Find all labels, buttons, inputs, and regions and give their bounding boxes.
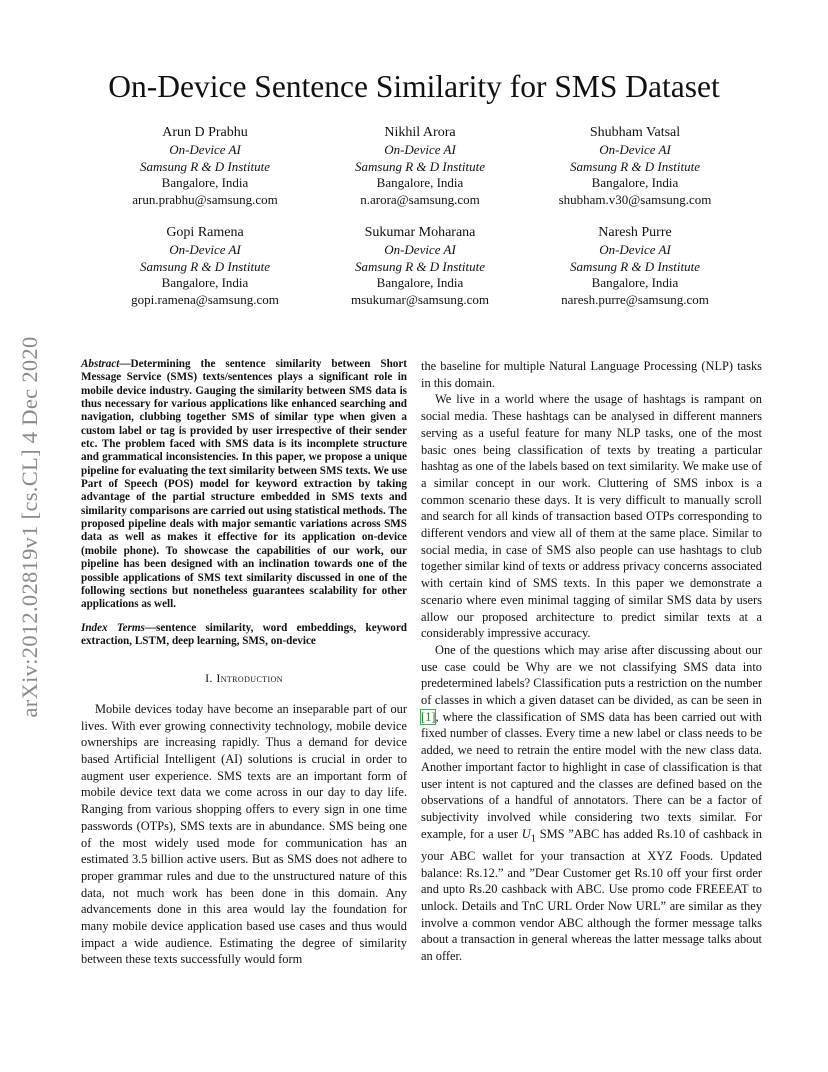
author-location: Bangalore, India [591,275,679,291]
author-name: Sukumar Moharana [364,224,476,240]
author-org: Samsung R & D Institute [355,158,485,174]
section-number: I. [205,671,217,686]
author-location: Bangalore, India [376,175,464,191]
author-block [100,125,740,325]
author-email: n.arora@samsung.com [360,192,480,208]
author-name: Shubham Vatsal [589,125,681,140]
abstract [81,358,407,612]
author-name: Nikhil Arora [384,125,456,140]
index-terms [81,622,407,649]
author-4 [100,225,310,309]
author-email: arun.prabhu@samsung.com [132,192,278,208]
author-6 [530,225,740,309]
arxiv-stamp-text: arXiv:2012.02819v1 [cs.CL] 4 Dec 2020 [17,336,42,718]
author-email: gopi.ramena@samsung.com [131,292,279,308]
arxiv-stamp [0,292,60,762]
author-name: Arun D Prabhu [162,125,248,140]
citation-link[interactable]: [1] [421,709,436,724]
author-name: Gopi Ramena [166,224,244,240]
section-heading-introduction [81,670,407,687]
paragraph-text: One of the questions which may arise after discussing about our use case could be Why are we not classifying SMS data into predetermined labels? Classification puts a restriction on the number of classes in which a given dataset can be divided, as can be seen in [421,642,762,708]
author-location: Bangalore, India [161,275,249,291]
author-name: Naresh Purre [598,224,672,240]
author-5 [315,225,525,309]
author-row-2 [100,225,740,309]
index-terms-text: —sentence similarity, word embeddings, keyword extraction, LSTM, deep learning, SMS, on-device [81,621,407,647]
math-subscript: 1 [530,833,536,845]
left-column [81,358,407,968]
abstract-lead: Abstract [81,358,120,370]
section-title: Introduction [216,671,283,686]
intro-paragraph-continued: the baseline for multiple Natural Language Processing (NLP) tasks in this domain. [421,359,762,390]
paper-title: On-Device Sentence Similarity for SMS Dataset [108,69,720,104]
author-dept: On-Device AI [599,141,671,157]
abstract-text: —Determining the sentence similarity between Short Message Service (SMS) texts/sentences plays a significant role in mobile device industry. Gauging the similarity between SMS data is thus necessary for various applications like enhanced searching and navigation, clubbing together SMS of similar type when given a custom label or tag is provided by user irrespective of their sender etc. The problem faced with SMS data is its incomplete structure and grammatical inconsistencies. In this paper, we propose a unique pipeline for evaluating the text similarity between SMS texts. We use Part of Speech (POS) model for keyword extraction by taking advantage of the partial structure embedded in SMS texts and similarity comparisons are carried out using statistical methods. The proposed pipeline deals with major semantic variations across SMS data as well as makes it effective for its application on-device (mobile phone). To showcase the capabilities of our work, our pipeline has been designed with an inclination towards one of the possible applications of SMS text similarity discussed in one of the following sections but nonetheless guarantees scalability for other applications as well. [81,358,407,611]
author-email: shubham.v30@samsung.com [558,192,712,208]
intro-paragraph-2: We live in a world where the usage of hashtags is rampant on social media. These hashtags can be analysed in different manners serving as a useful feature for many NLP tasks, one of the most basic ones being classification of texts by treating a particular hashtag as one of the labels based on text similarity. We make use of a similar concept in our work. Cluttering of SMS inbox is a common scenario these days. It is very difficult to manually scroll and search for all kinds of transaction based OTPs corresponding to different vendors and view all of them at the same place. Similar to social media, in case of SMS also people can use hashtags to club together similar kind of texts or address privacy concerns associated with certain kind of SMS texts. In this paper we demonstrate a scenario where even minimal tagging of similar SMS data by users allow our proposed architecture to predict similar texts at a considerably impressive accuracy. [421,392,762,641]
author-location: Bangalore, India [376,275,464,291]
author-dept: On-Device AI [169,241,241,257]
math-variable: U [521,826,531,841]
author-org: Samsung R & D Institute [355,258,485,274]
author-dept: On-Device AI [384,241,456,257]
index-terms-lead: Index Terms [81,621,145,634]
intro-paragraph-1: Mobile devices today have become an inseparable part of our lives. With ever growing connectivity technology, mobile device ownerships are increasing rapidly. Thus a demand for device based Artificial Intelligent (AI) solutions is crucial in order to augment user experience. SMS texts are an important form of mobile device text data we come across in our day to day life. Ranging from various shopping offers to every sign in one time passwords (OTPs), SMS texts are in abundance. SMS being one of the most widely used mode for communication has an estimated 3.5 billion active users. But as SMS does not adhere to proper grammar rules and due to the unstructured nature of this data, not much work has been done in this domain. Any advancements done in this area would lay the foundation for many mobile device application based use cases and thus would impact a wide audience. Estimating the degree of similarity between these texts successfully would form [81,701,407,967]
right-column [421,358,762,965]
author-1 [100,125,310,209]
author-row-1 [100,125,740,209]
author-dept: On-Device AI [599,241,671,257]
author-org: Samsung R & D Institute [140,258,270,274]
author-3 [530,125,740,209]
intro-paragraph-3 [421,642,762,965]
author-2 [315,125,525,209]
author-location: Bangalore, India [591,175,679,191]
author-dept: On-Device AI [384,141,456,157]
author-email: msukumar@samsung.com [351,292,489,308]
author-email: naresh.purre@samsung.com [561,292,709,308]
paragraph-text: SMS ”ABC has added Rs.10 of cashback in your ABC wallet for your transaction at XYZ Foods. Updated balance: Rs.12.” and ”Dear Customer get Rs.10 off your first order and upto Rs.20 cashback with ABC. Use promo code FREEEAT to unlock. Details and TnC URL Order Now URL” are similar as they involve a common vendor ABC although the former message talks about a transaction in general whereas the latter message talks about an offer. [421,826,762,964]
author-org: Samsung R & D Institute [570,158,700,174]
author-org: Samsung R & D Institute [140,158,270,174]
paragraph-text: , where the classification of SMS data has been carried out with fixed number of classes. Every time a new label or class needs to be added, we need to retrain the entire model with the new class data. Another important factor to highlight in case of classification is that user intent is not captured and the classes are defined based on the observations of a handful of annotators. There can be a factor of subjectivity involved while considering two texts similar. For example, for a user [421,709,762,841]
author-org: Samsung R & D Institute [570,258,700,274]
author-dept: On-Device AI [169,141,241,157]
author-location: Bangalore, India [161,175,249,191]
